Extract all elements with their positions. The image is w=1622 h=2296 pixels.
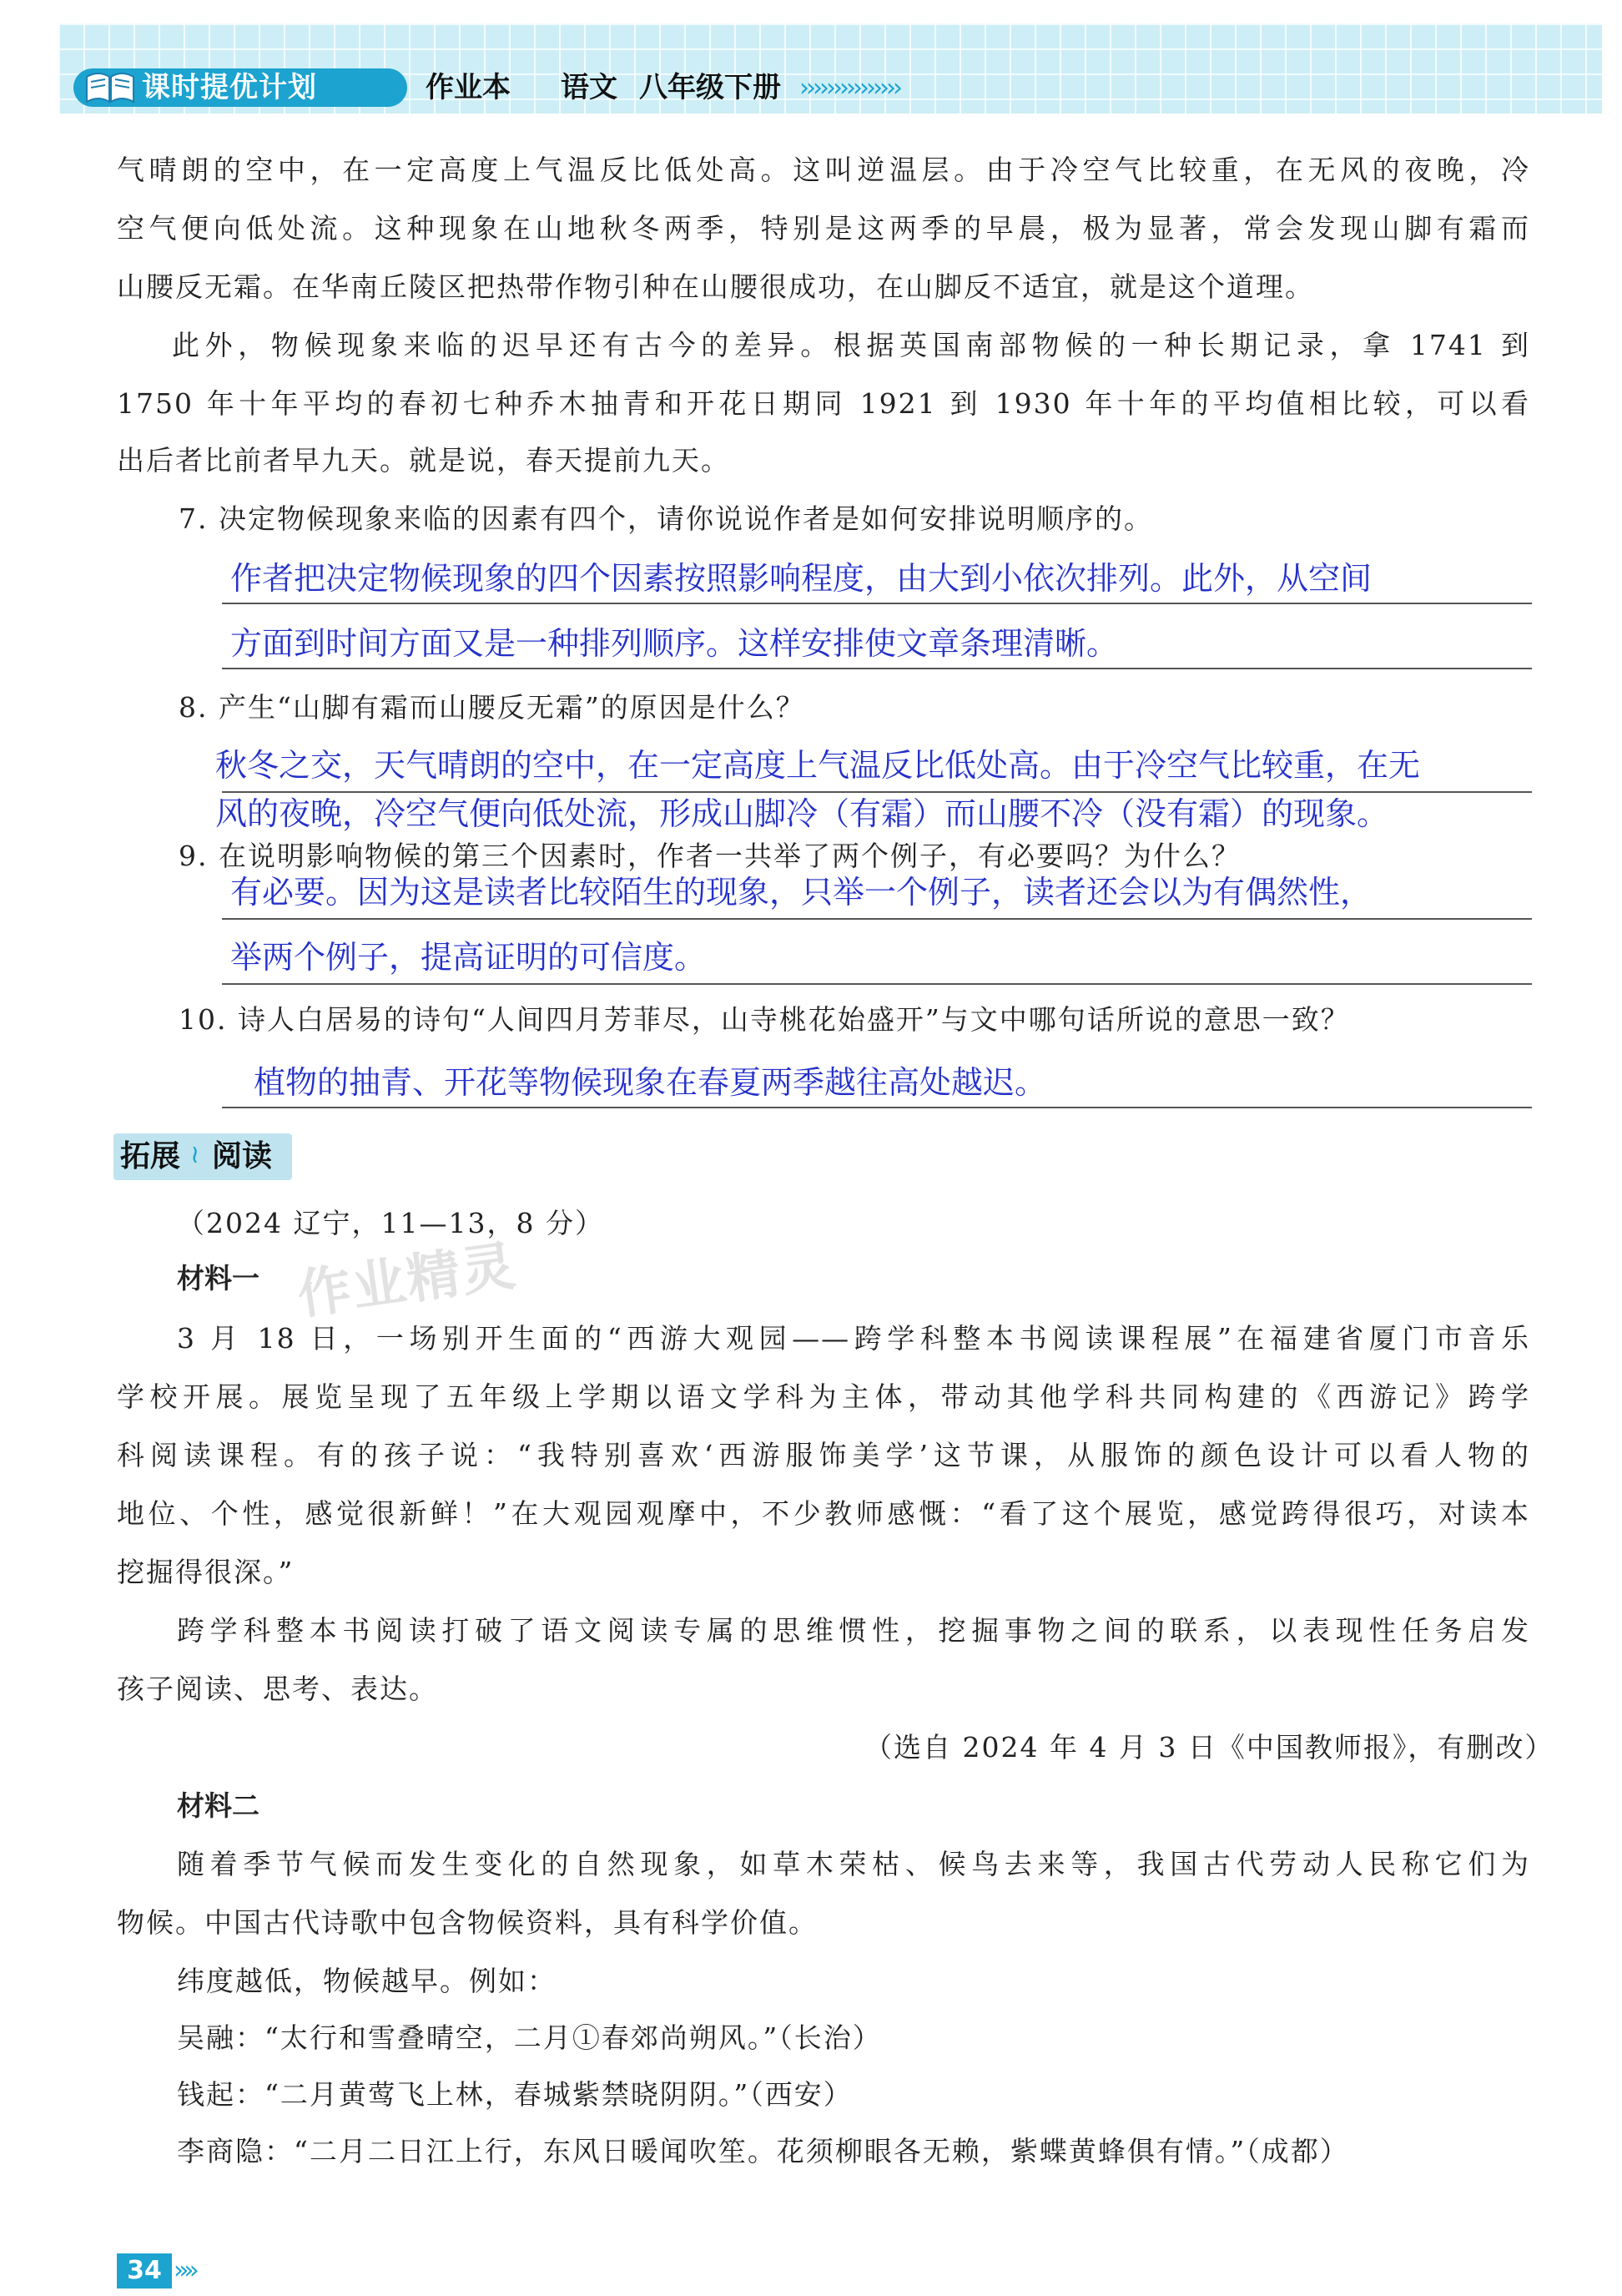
watermark: 作业精灵	[294, 1234, 521, 1328]
page-number: 34	[117, 2253, 172, 2288]
answer-9-line-1: 有必要。因为这是读者比较陌生的现象，只举一个例子，读者还会以为有偶然性，	[230, 874, 1373, 911]
answer-rule	[222, 603, 1532, 604]
material-2-line: 随着季节气候而发生变化的自然现象，如草木荣枯、候鸟去来等，我国古代劳动人民称它们为	[177, 1848, 1530, 1880]
material-2-label: 材料二	[177, 1789, 259, 1822]
answer-rule	[222, 918, 1532, 920]
material-1-line: 地位、个性，感觉很新鲜！”在大观园观摩中，不少教师感慨：“看了这个展览，感觉跨得很巧，对读本	[117, 1497, 1530, 1530]
answer-rule	[222, 983, 1532, 985]
section-link-icon: ≀	[190, 1140, 200, 1169]
passage-line: 空气便向低处流。这种现象在山地秋冬两季，特别是这两季的早晨，极为显著，常会发现山脚有霜而	[117, 212, 1530, 245]
page-arrows-icon: »»	[174, 2256, 194, 2285]
question-10: 10. 诗人白居易的诗句“人间四月芳菲尽，山寺桃花始盛开”与文中哪句话所说的意思一致？	[179, 1003, 1350, 1036]
answer-9-line-2: 举两个例子，提高证明的可信度。	[230, 939, 707, 976]
material-1-label: 材料一	[177, 1262, 259, 1294]
poem-line: 钱起：“二月黄莺飞上林，春城紫禁晓阴阴。”（西安）	[177, 2078, 853, 2111]
material-1-source: （选自 2024 年 4 月 3 日《中国教师报》，有删改）	[864, 1731, 1554, 1764]
section-title-a: 拓展	[120, 1139, 181, 1173]
brand-title: 课时提优计划	[142, 71, 317, 104]
section-title-b: 阅读	[212, 1139, 273, 1173]
answer-7-line-2: 方面到时间方面又是一种排列顺序。这样安排使文章条理清晰。	[230, 625, 1119, 662]
passage-line: 1750 年十年平均的春初七种乔木抽青和开花日期同 1921 到 1930 年十年的平均值相比较，可以看	[117, 387, 1530, 420]
passage-line: 出后者比前者早九天。就是说，春天提前九天。	[117, 444, 730, 477]
passage-line: 此外，物候现象来临的迟早还有古今的差异。根据英国南部物候的一种长期记录，拿 1741 到	[172, 329, 1530, 361]
answer-8-line-2: 风的夜晚，冷空气便向低处流，形成山脚冷（有霜）而山腰不冷（没有霜）的现象。	[215, 795, 1389, 832]
answer-7-line-1: 作者把决定物候现象的四个因素按照影响程度，由大到小依次排列。此外，从空间	[230, 560, 1373, 597]
open-book-icon	[83, 65, 137, 107]
subject: 语文	[561, 71, 617, 104]
poem-line: 李商隐：“二月二日江上行，东风日暖闻吹笙。花须柳眼各无赖，紫蝶黄蜂俱有情。”（成都）	[177, 2135, 1349, 2167]
poem-line: 吴融：“太行和雪叠晴空，二月①春郊尚朔风。”（长治）	[177, 2021, 882, 2054]
question-9: 9. 在说明影响物候的第三个因素时，作者一共举了两个例子，有必要吗？为什么？	[179, 840, 1241, 872]
answer-rule	[222, 1107, 1532, 1108]
answer-10: 植物的抽青、开花等物候现象在春夏两季越往高处越迟。	[254, 1064, 1047, 1101]
header-arrows-icon: ›››››››››››››››	[799, 73, 899, 103]
grade: 八年级下册	[639, 71, 781, 104]
book-type: 作业本	[426, 71, 511, 104]
material-2-line: 纬度越低，物候越早。例如：	[177, 1965, 557, 1997]
question-8: 8. 产生“山脚有霜而山腰反无霜”的原因是什么？	[179, 691, 805, 724]
answer-rule	[222, 668, 1532, 669]
material-2-line: 物候。中国古代诗歌中包含物候资料，具有科学价值。	[117, 1906, 818, 1939]
material-1-line: 孩子阅读、思考、表达。	[117, 1673, 438, 1705]
material-1-line: 挖掘得很深。”	[117, 1556, 295, 1588]
passage-line: 气晴朗的空中，在一定高度上气温反比低处高。这叫逆温层。由于冷空气比较重，在无风的夜晚，冷	[117, 154, 1530, 186]
answer-8-line-1: 秋冬之交，天气晴朗的空中，在一定高度上气温反比低处高。由于冷空气比较重，在无	[215, 747, 1421, 784]
material-1-line: 学校开展。展览呈现了五年级上学期以语文学科为主体，带动其他学科共同构建的《西游记》跨学	[117, 1380, 1530, 1413]
material-1-line: 跨学科整本书阅读打破了语文阅读专属的思维惯性，挖掘事物之间的联系，以表现性任务启发	[177, 1614, 1530, 1647]
source-note: （2024 辽宁，11—13，8 分）	[177, 1207, 604, 1239]
material-1-line: 科阅读课程。有的孩子说：“我特别喜欢‘西游服饰美学’这节课，从服饰的颜色设计可以看人物的	[117, 1439, 1530, 1471]
passage-line: 山腰反无霜。在华南丘陵区把热带作物引种在山腰很成功，在山脚反不适宜，就是这个道理。	[117, 270, 1314, 303]
question-7: 7. 决定物候现象来临的因素有四个，请你说说作者是如何安排说明顺序的。	[179, 502, 1153, 535]
material-1-line: 3 月 18 日，一场别开生面的“西游大观园——跨学科整本书阅读课程展”在福建省厦门市音乐	[177, 1322, 1530, 1355]
